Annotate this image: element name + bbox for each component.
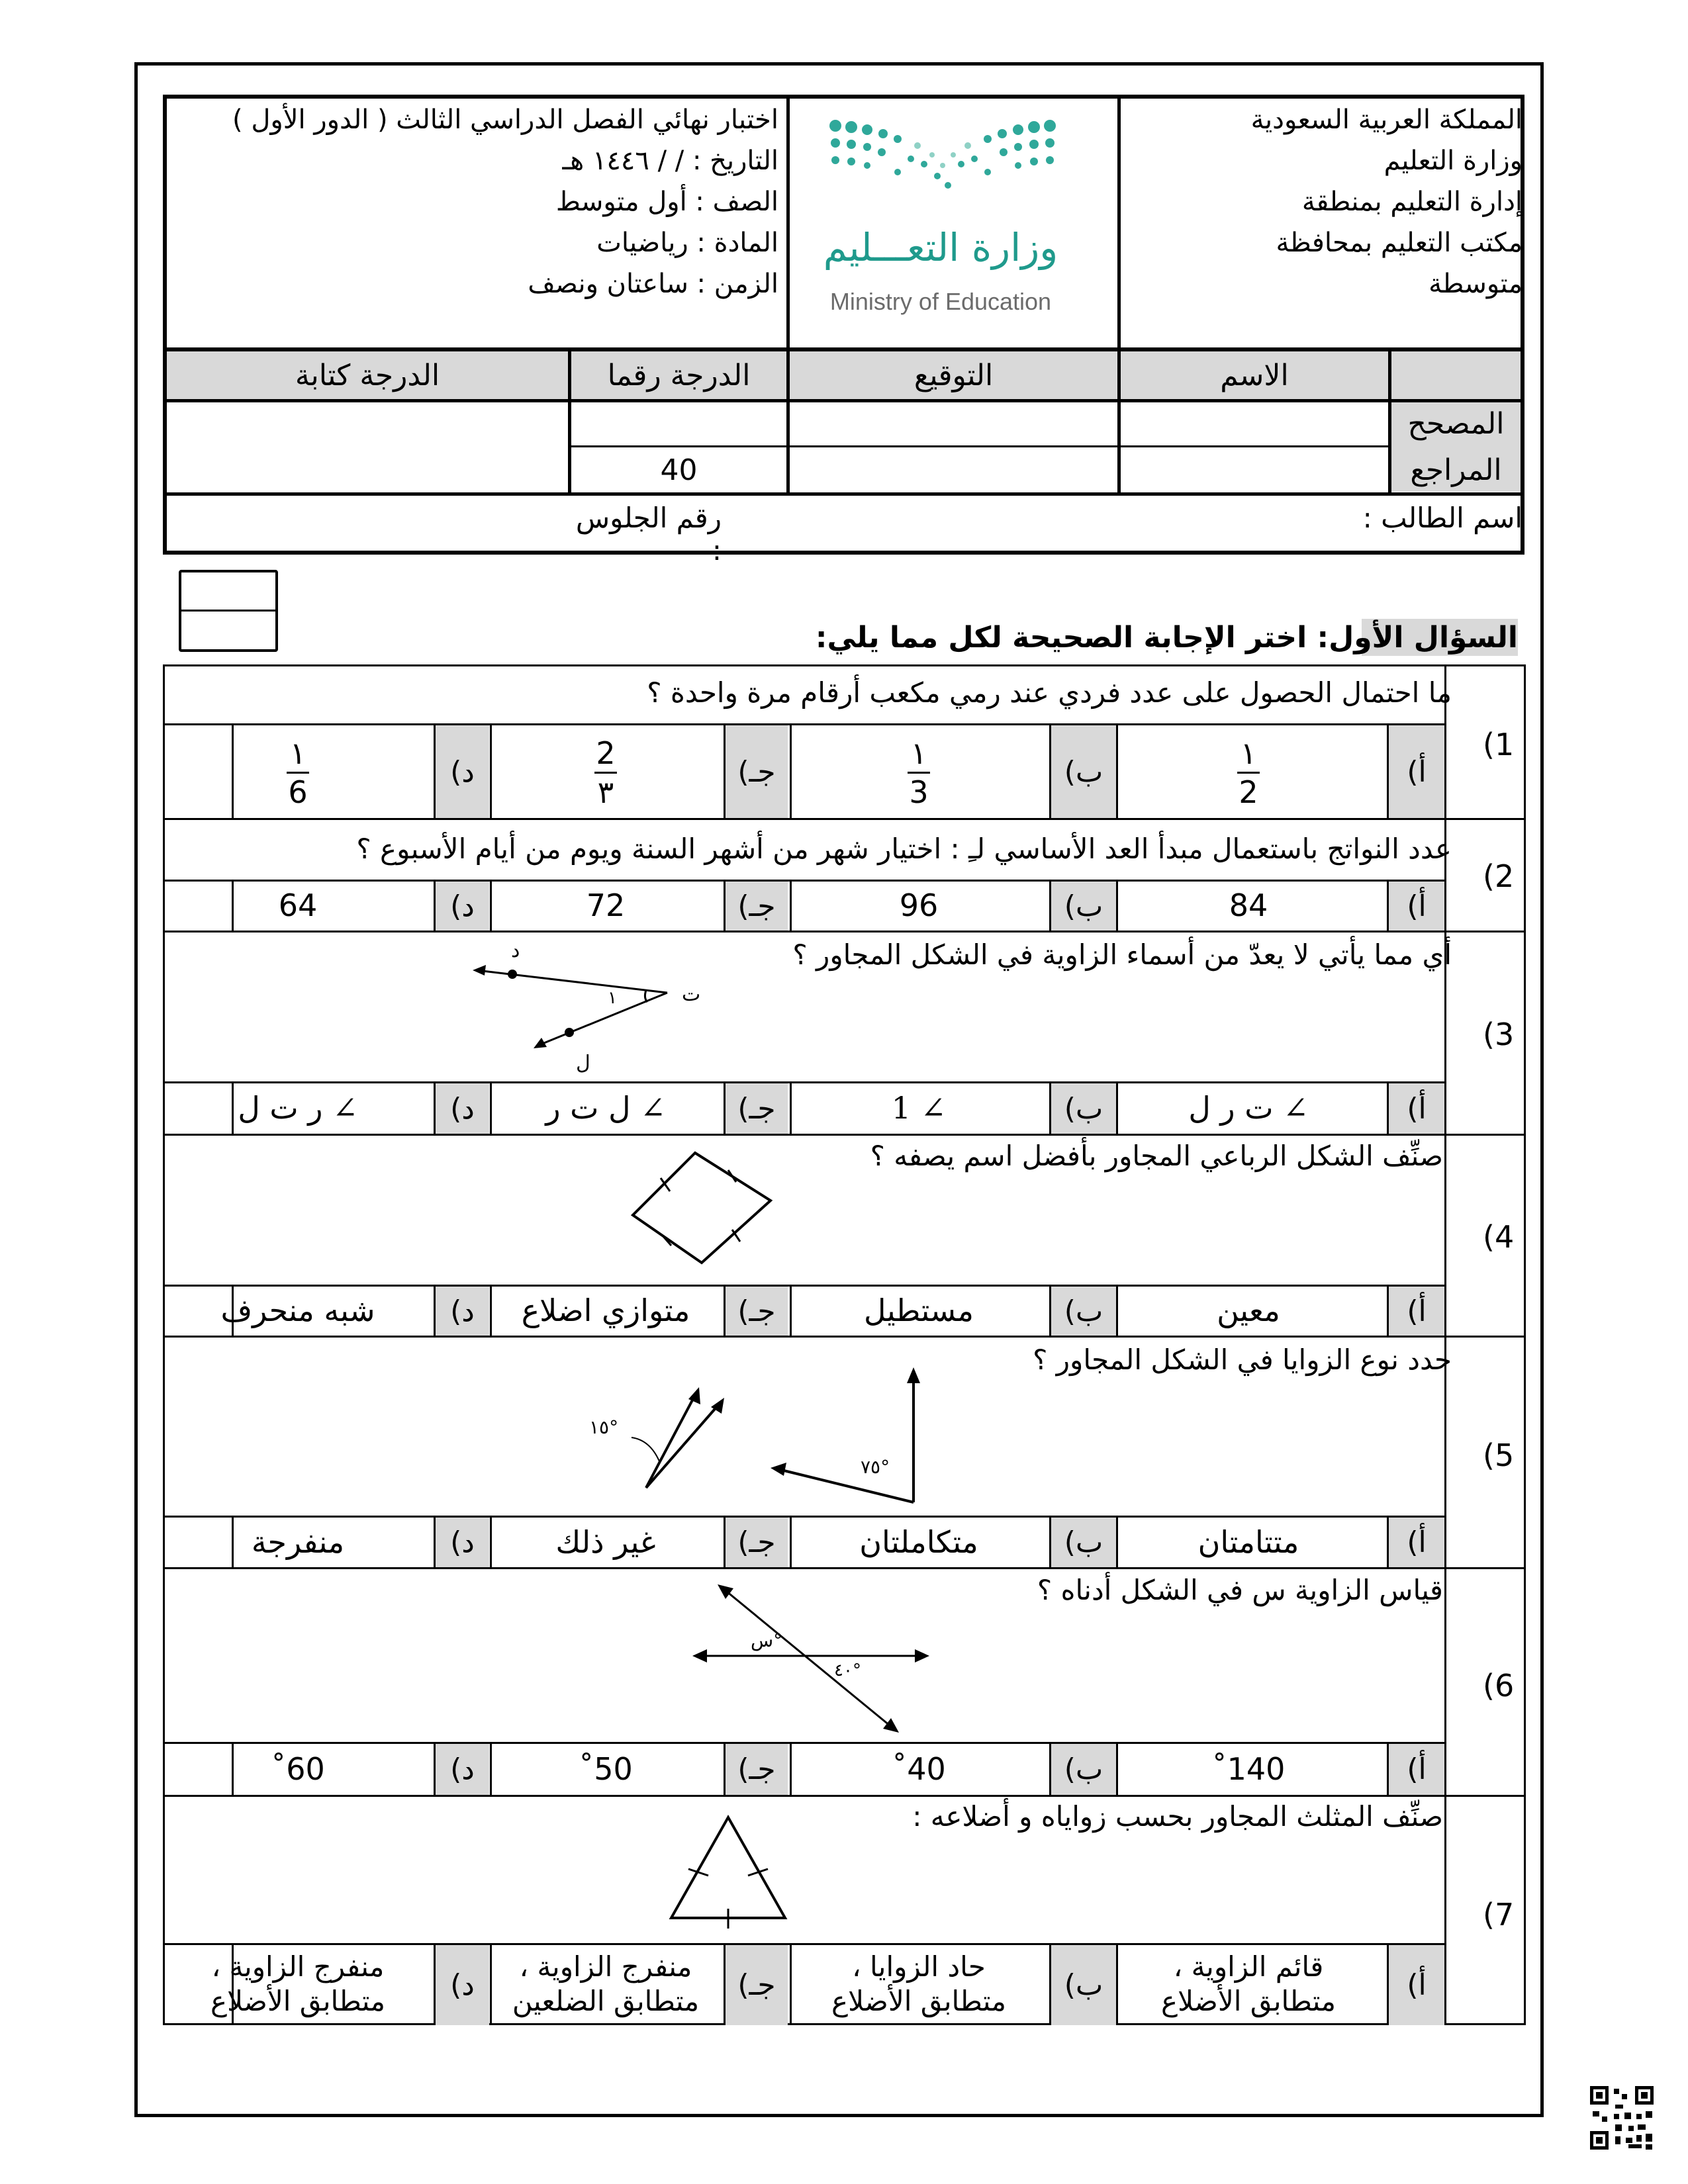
question-text: صنِّف الشكل الرباعي المجاور بأفضل اسم يصفه ؟ bbox=[870, 1140, 1443, 1172]
student-name-label: اسم الطالب : bbox=[1362, 502, 1523, 534]
option-b-value: $\frac{١}{3}$ bbox=[790, 728, 1048, 817]
divider bbox=[1117, 95, 1121, 349]
divider bbox=[163, 818, 1526, 820]
option-label-d: د) bbox=[436, 725, 489, 818]
option-c-value: ∠ ل ت ر bbox=[545, 1090, 666, 1126]
divider bbox=[163, 492, 1524, 496]
option-d-value: شبه منحرف bbox=[220, 1293, 375, 1328]
option-b-value: 96 bbox=[899, 887, 939, 923]
option-b-value: ∠ 1 bbox=[891, 1090, 947, 1126]
label-15: ١٥° bbox=[589, 1416, 619, 1438]
question-number: (5 bbox=[1483, 1437, 1515, 1473]
angle-figure bbox=[463, 933, 728, 1079]
section-title: السؤال الأول: اختر الإجابة الصحيحة لكل مما يلي: bbox=[815, 621, 1518, 655]
question-text: ما احتمال الحصول على عدد فردي عند رمي مكعب أرقام مرة واحدة ؟ bbox=[647, 676, 1452, 709]
divider bbox=[163, 931, 1526, 933]
exam-date: التاريخ : / / ١٤٤٦ هـ bbox=[562, 146, 778, 176]
divider bbox=[786, 95, 790, 349]
question-number: (3 bbox=[1483, 1017, 1515, 1052]
row-reviewer: المراجع bbox=[1410, 453, 1502, 487]
option-label-d: د) bbox=[436, 1744, 489, 1795]
option-c-value: غير ذلك bbox=[555, 1524, 656, 1560]
option-label-d: د) bbox=[436, 1945, 489, 2025]
label-one: ١ bbox=[608, 988, 617, 1008]
option-b-value: مستطيل bbox=[864, 1293, 974, 1328]
header-line: متوسطة bbox=[1429, 269, 1523, 299]
option-c-value: $\frac{2}{٣}$ bbox=[490, 728, 722, 817]
logo-english: Ministry of Education bbox=[829, 288, 1052, 315]
option-label-b: ب) bbox=[1051, 1083, 1116, 1134]
option-label-a: أ) bbox=[1389, 1744, 1444, 1795]
triangle-figure bbox=[662, 1812, 794, 1938]
angles-figure bbox=[576, 1350, 947, 1516]
question-text: قياس الزاوية س في الشكل أدناه ؟ bbox=[1037, 1574, 1443, 1606]
intersecting-lines-figure bbox=[688, 1575, 933, 1741]
option-label-d: د) bbox=[436, 1083, 489, 1134]
option-label-a: أ) bbox=[1389, 1945, 1444, 2025]
option-d-value: منفرج الزاوية ، متطابق الأضلاع bbox=[211, 1950, 385, 2017]
option-d-value: منفرجة bbox=[251, 1524, 345, 1560]
ministry-logo bbox=[792, 99, 1116, 344]
logo-arabic: وزارة التعـــليم bbox=[823, 225, 1058, 270]
question-text: صنِّف المثلث المجاور بحسب زواياه و أضلاعه : bbox=[912, 1800, 1443, 1833]
exam-info bbox=[169, 99, 778, 304]
option-a-value: 140˚ bbox=[1211, 1751, 1286, 1787]
option-label-a: أ) bbox=[1389, 1518, 1444, 1567]
divider bbox=[163, 399, 1524, 402]
question-number: (1 bbox=[1483, 727, 1515, 762]
option-label-b: ب) bbox=[1051, 1744, 1116, 1795]
option-a-value: 84 bbox=[1229, 887, 1268, 923]
divider bbox=[163, 1134, 1526, 1136]
option-a-value: معين bbox=[1217, 1293, 1280, 1328]
rhombus-figure bbox=[622, 1145, 781, 1277]
option-label-c: جـ) bbox=[726, 1518, 788, 1567]
col-grade-digits: الدرجة رقما bbox=[607, 358, 751, 392]
option-label-c: جـ) bbox=[726, 1287, 788, 1336]
option-b-value: متكاملتان bbox=[859, 1524, 978, 1560]
option-b-value: حاد الزوايا ، متطابق الأضلاع bbox=[831, 1950, 1006, 2017]
exam-duration: الزمن : ساعتان ونصف bbox=[528, 269, 778, 299]
option-c-value: 50˚ bbox=[579, 1751, 633, 1787]
option-a-value: قائم الزاوية ، متطابق الأضلاع bbox=[1161, 1950, 1336, 2017]
option-label-a: أ) bbox=[1389, 882, 1444, 931]
option-c-value: 72 bbox=[586, 887, 626, 923]
option-label-d: د) bbox=[436, 882, 489, 931]
option-d-value: $\frac{١}{6}$ bbox=[165, 728, 430, 817]
col-name: الاسم bbox=[1220, 358, 1289, 392]
label-40: ٤٠° bbox=[834, 1661, 861, 1680]
header-line: المملكة العربية السعودية bbox=[1250, 105, 1523, 135]
option-label-c: جـ) bbox=[726, 882, 788, 931]
option-a-value: ∠ ت ر ل bbox=[1188, 1090, 1309, 1126]
option-label-d: د) bbox=[436, 1518, 489, 1567]
label-l: ل bbox=[576, 1052, 590, 1075]
option-c-value: متوازي اضلاع bbox=[521, 1293, 690, 1328]
row-corrector: المصحح bbox=[1407, 407, 1505, 441]
option-label-a: أ) bbox=[1389, 1287, 1444, 1336]
qr-code-icon bbox=[1589, 2085, 1655, 2151]
question-text: عدد النواتج باستعمال مبدأ العد الأساسي لـِ : اختيار شهر من أشهر السنة ويوم من أيام الأسبوع ؟ bbox=[356, 833, 1452, 865]
col-signature: التوقيع bbox=[914, 358, 994, 392]
option-label-b: ب) bbox=[1051, 725, 1116, 818]
option-d-value: ∠ ر ت ل bbox=[238, 1090, 358, 1126]
label-s: س° bbox=[751, 1629, 783, 1651]
option-d-value: 64 bbox=[278, 887, 318, 923]
exam-title: اختبار نهائي الفصل الدراسي الثالث ( الدور الأول ) bbox=[232, 105, 778, 135]
seat-number-label: رقم الجلوس : bbox=[575, 502, 722, 567]
divider bbox=[163, 1795, 1526, 1797]
option-a-value: متتامتان bbox=[1197, 1524, 1299, 1560]
option-label-b: ب) bbox=[1051, 882, 1116, 931]
divider bbox=[163, 1336, 1526, 1338]
ministry-heading bbox=[1218, 99, 1523, 304]
exam-subject: المادة : رياضيات bbox=[596, 228, 778, 258]
option-label-c: جـ) bbox=[726, 1083, 788, 1134]
option-a-value: $\frac{١}{2}$ bbox=[1116, 728, 1381, 817]
header-line: وزارة التعليم bbox=[1383, 146, 1523, 176]
option-c-value: منفرج الزاوية ، متطابق الضلعين bbox=[512, 1950, 700, 2017]
exam-grade: الصف : أول متوسط bbox=[555, 187, 778, 217]
option-label-c: جـ) bbox=[726, 725, 788, 818]
option-label-b: ب) bbox=[1051, 1518, 1116, 1567]
option-label-b: ب) bbox=[1051, 1287, 1116, 1336]
label-t: ت bbox=[682, 983, 701, 1006]
header-line: مكتب التعليم بمحافظة bbox=[1276, 228, 1523, 258]
option-label-d: د) bbox=[436, 1287, 489, 1336]
option-b-value: 40˚ bbox=[892, 1751, 946, 1787]
divider bbox=[163, 723, 1446, 725]
option-label-a: أ) bbox=[1389, 725, 1444, 818]
question-number: (4 bbox=[1483, 1219, 1515, 1255]
total-grade: 40 bbox=[660, 453, 698, 487]
question-number: (6 bbox=[1483, 1668, 1515, 1704]
option-label-a: أ) bbox=[1389, 1083, 1444, 1134]
col-grade-words: الدرجة كتابة bbox=[295, 358, 440, 392]
option-d-value: 60˚ bbox=[271, 1751, 325, 1787]
option-label-b: ب) bbox=[1051, 1945, 1116, 2025]
score-box-divider bbox=[180, 610, 277, 612]
question-text: حدد نوع الزوايا في الشكل المجاور ؟ bbox=[1033, 1343, 1452, 1376]
question-text: أي مما يأتي لا يعدّ من أسماء الزاوية في الشكل المجاور ؟ bbox=[792, 938, 1452, 971]
header-line: إدارة التعليم بمنطقة bbox=[1301, 187, 1523, 217]
question-number: (7 bbox=[1483, 1897, 1515, 1933]
question-number: (2 bbox=[1483, 858, 1515, 894]
option-label-c: جـ) bbox=[726, 1744, 788, 1795]
option-label-c: جـ) bbox=[726, 1945, 788, 2025]
label-d: د bbox=[511, 939, 520, 962]
divider bbox=[163, 1567, 1526, 1569]
label-75: ٧٥° bbox=[861, 1456, 890, 1478]
